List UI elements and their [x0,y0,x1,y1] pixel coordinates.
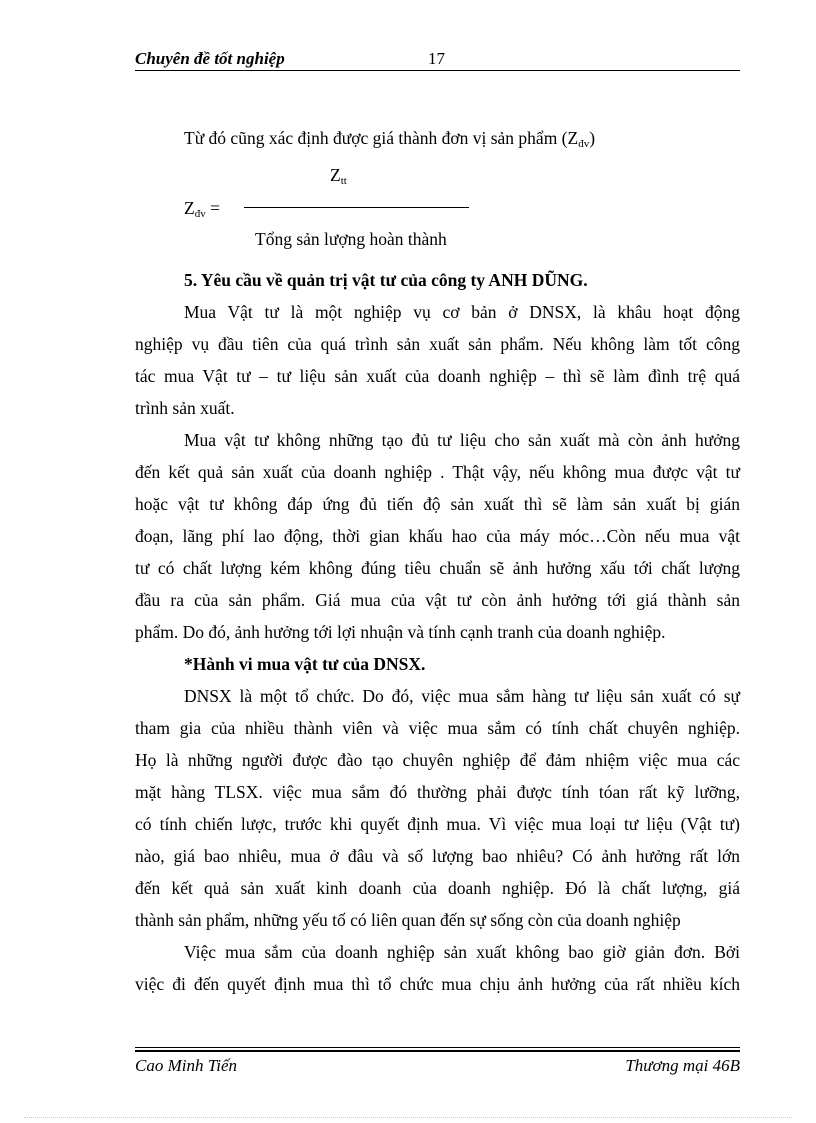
paragraph-line: hoặc vật tư không đáp ứng đủ tiến độ sản xuất thì sẽ làm sản xuất bị gián [135,494,740,514]
paragraph-line: Mua vật tư không những tạo đủ tư liệu cho sản xuất mà còn ảnh hưởng [184,430,740,450]
section-heading: 5. Yêu cầu về quản trị vật tư của công ty ANH DŨNG. [184,270,588,290]
paragraph-line: đoạn, lãng phí lao động, thời gian khấu hao của máy móc…Còn nếu mua vật [135,526,740,546]
footer-author: Cao Minh Tiến [135,1056,238,1075]
paragraph-line: có tính chiến lược, trước khi quyết định mua. Vì việc mua loại tư liệu (Vật tư) [135,814,740,834]
subheading: *Hành vi mua vật tư của DNSX. [184,654,426,674]
paragraph-line: phẩm. Do đó, ảnh hưởng tới lợi nhuận và tính cạnh tranh của doanh nghiệp. [135,622,666,642]
header-rule [135,70,740,71]
paragraph-line: tác mua Vật tư – tư liệu sản xuất của doanh nghiệp – thì sẽ làm đình trệ quá [135,366,740,386]
page-bottom-edge [24,1117,792,1118]
formula-numerator: $Z_{tt}$ [330,165,347,187]
paragraph-line: Họ là những người được đào tạo chuyên nghiệp để đảm nhiệm việc mua các [135,750,740,770]
paragraph-line: Việc mua sắm của doanh nghiệp sản xuất không bao giờ giản đơn. Bởi [184,942,740,962]
page-header [135,49,739,71]
paragraph-line: đến kết quả sản xuất kinh doanh của doanh nghiệp. Đó là chất lượng, giá [135,878,740,898]
paragraph-line: việc đi đến quyết định mua thì tổ chức mua chịu ảnh hưởng của rất nhiều kích [135,974,740,994]
document-title: Chuyên đề tốt nghiệp [135,49,285,68]
footer-rule-thick [135,1050,740,1052]
paragraph-line: đầu ra của sản phẩm. Giá mua của vật tư còn ảnh hưởng tới giá thành sản [135,590,740,610]
paragraph-line: đến kết quả sản xuất của doanh nghiệp . Thật vậy, nếu không mua được vật tư [135,462,740,482]
formula-lhs: $Z_{đv}$ = [184,198,220,220]
paragraph-line: mặt hàng TLSX. việc mua sắm đó thường phải được tính tóan rất kỹ lưỡng, [135,782,740,802]
fraction-bar [244,207,469,208]
page-number: 17 [428,49,445,68]
paragraph-line: Mua Vật tư là một nghiệp vụ cơ bản ở DNSX, là khâu hoạt động [184,302,740,322]
paragraph-line: nghiệp vụ đầu tiên của quá trình sản xuất sản phẩm. Nếu không làm tốt công [135,334,740,354]
paragraph-line: thành sản phẩm, những yếu tố có liên quan đến sự sống còn của doanh nghiệp [135,910,681,930]
paragraph-line: nào, giá bao nhiêu, mua ở đâu và số lượng bao nhiêu? Có ảnh hưởng rất lớn [135,846,740,866]
footer-rule [135,1047,740,1048]
footer-class: Thương mại 46B [625,1056,740,1075]
formula-denominator: Tổng sản lượng hoàn thành [255,229,447,249]
paragraph-line: tham gia của nhiều thành viên và việc mua sắm có tính chất chuyên nghiệp. [135,718,740,738]
formula-intro: Từ đó cũng xác định được giá thành đơn vị sản phẩm $(Z_{đv})$ [184,128,596,150]
paragraph-line: DNSX là một tổ chức. Do đó, việc mua sắm hàng tư liệu sản xuất có sự [184,686,740,706]
paragraph-line: tư có chất lượng kém không đúng tiêu chuẩn sẽ ảnh hưởng xấu tới chất lượng [135,558,740,578]
paragraph-line: trình sản xuất. [135,398,235,418]
